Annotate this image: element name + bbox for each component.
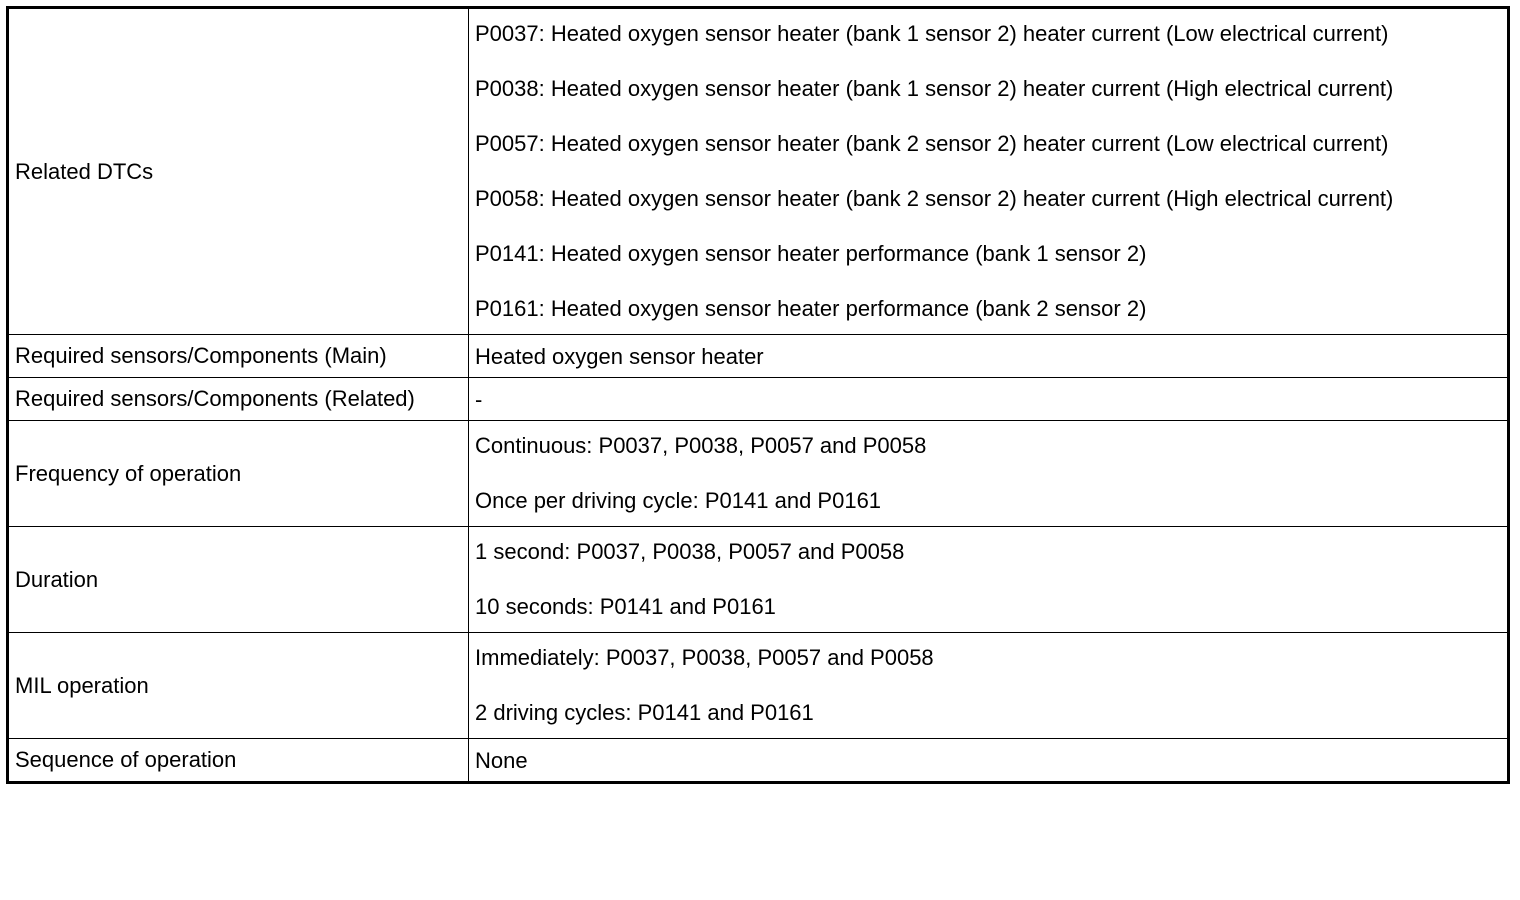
row-value-cell bbox=[469, 335, 1509, 378]
row-label: Frequency of operation bbox=[8, 421, 469, 527]
dtc-p0057: P0057: Heated oxygen sensor heater (bank 2 sensor 2) heater current (Low electrical current) bbox=[475, 131, 1389, 156]
row-value: 2 driving cycles: P0141 and P0161 bbox=[475, 700, 814, 725]
table-row-sequence bbox=[8, 739, 1509, 783]
table-row-required-main bbox=[8, 335, 1509, 378]
row-label: Duration bbox=[8, 527, 469, 633]
table-row-duration bbox=[8, 527, 1509, 633]
row-value-cell bbox=[469, 633, 1509, 739]
row-value: Once per driving cycle: P0141 and P0161 bbox=[475, 488, 882, 513]
row-value: Immediately: P0037, P0038, P0057 and P0058 bbox=[475, 645, 934, 670]
row-value-cell bbox=[469, 421, 1509, 527]
table-row-mil-operation bbox=[8, 633, 1509, 739]
row-value-cell bbox=[469, 378, 1509, 421]
dtc-spec-table bbox=[6, 6, 1510, 784]
dtc-p0037: P0037: Heated oxygen sensor heater (bank 1 sensor 2) heater current (Low electrical current) bbox=[475, 21, 1389, 46]
row-value: Heated oxygen sensor heater bbox=[475, 344, 764, 369]
row-label: Required sensors/Components (Main) bbox=[8, 335, 469, 378]
dtc-p0141: P0141: Heated oxygen sensor heater performance (bank 1 sensor 2) bbox=[475, 241, 1147, 266]
table-row-frequency bbox=[8, 421, 1509, 527]
table-row-required-related bbox=[8, 378, 1509, 421]
row-value: 10 seconds: P0141 and P0161 bbox=[475, 594, 776, 619]
row-label: Related DTCs bbox=[8, 8, 469, 335]
row-value: None bbox=[475, 748, 528, 773]
dtc-p0161: P0161: Heated oxygen sensor heater performance (bank 2 sensor 2) bbox=[475, 296, 1147, 321]
dtc-p0058: P0058: Heated oxygen sensor heater (bank 2 sensor 2) heater current (High electrical current) bbox=[475, 186, 1394, 211]
row-label: Sequence of operation bbox=[8, 739, 469, 783]
row-value-cell bbox=[469, 739, 1509, 783]
row-value-cell bbox=[469, 8, 1509, 335]
row-value-cell bbox=[469, 527, 1509, 633]
row-label: MIL operation bbox=[8, 633, 469, 739]
row-label: Required sensors/Components (Related) bbox=[8, 378, 469, 421]
row-value: Continuous: P0037, P0038, P0057 and P0058 bbox=[475, 433, 927, 458]
row-value: 1 second: P0037, P0038, P0057 and P0058 bbox=[475, 539, 905, 564]
row-value: - bbox=[475, 387, 483, 412]
table-row-related-dtcs bbox=[8, 8, 1509, 335]
dtc-p0038: P0038: Heated oxygen sensor heater (bank 1 sensor 2) heater current (High electrical current) bbox=[475, 76, 1394, 101]
